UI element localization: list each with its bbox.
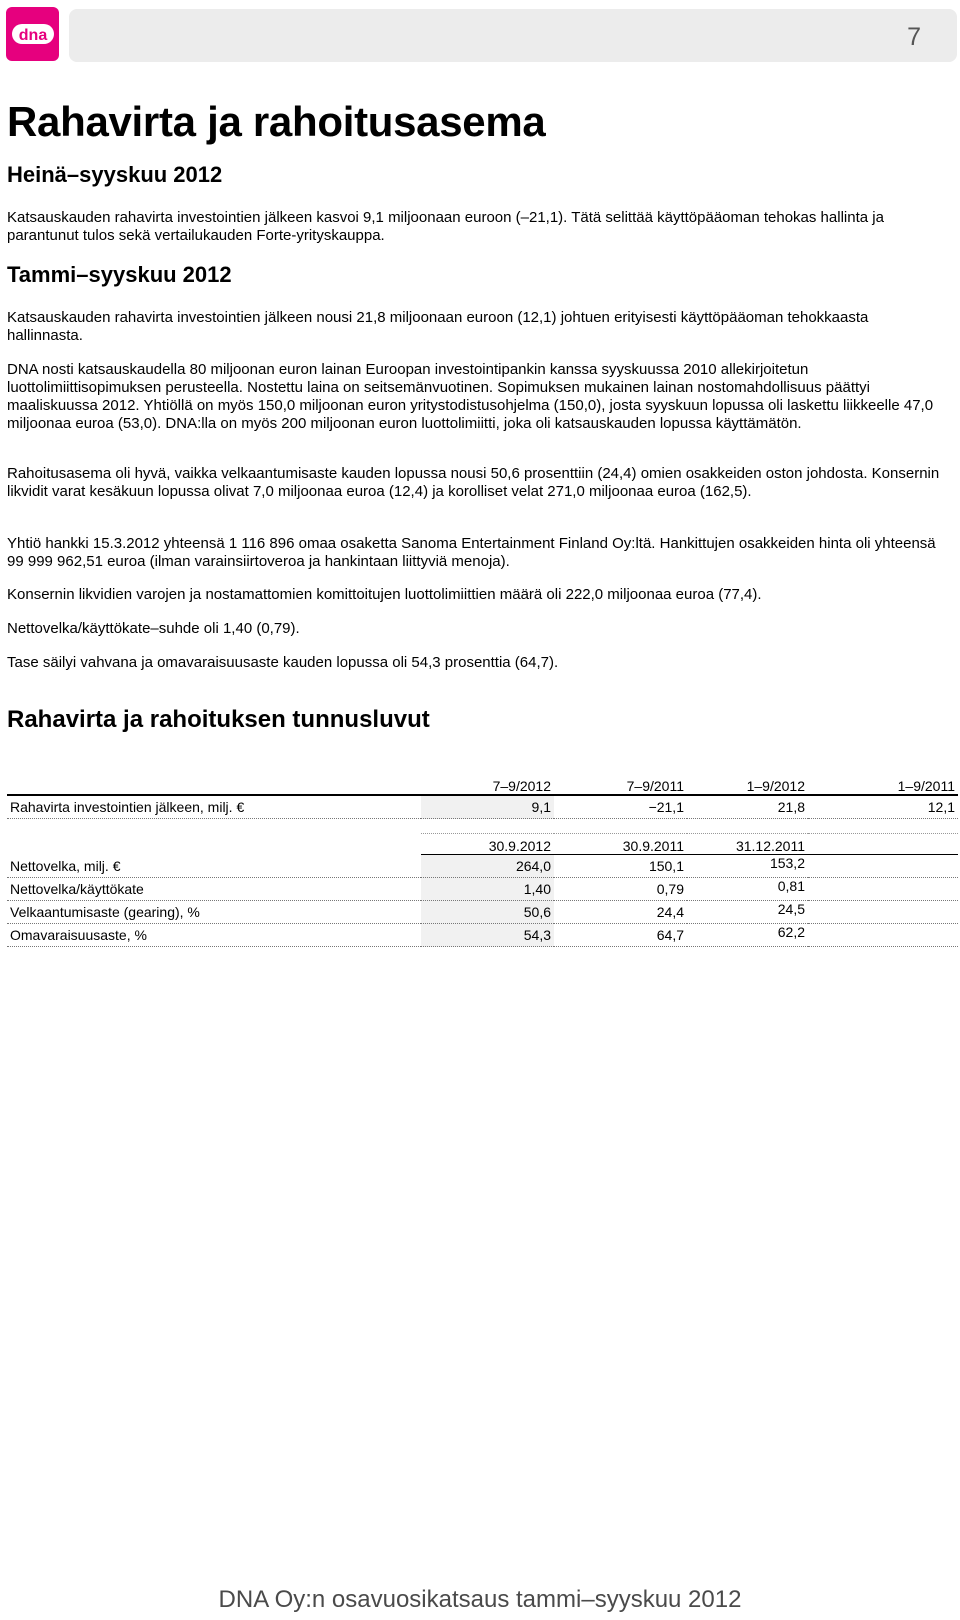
table-cell: 24,5	[687, 901, 808, 924]
row-label: Velkaantumisaste (gearing), %	[7, 901, 421, 924]
table-row	[7, 924, 958, 947]
page-footer: DNA Oy:n osavuosikatsaus tammi–syyskuu 2012	[218, 1586, 742, 1613]
table-cell: 9,1	[421, 795, 554, 819]
section-heading-ytd: Tammi–syyskuu 2012	[7, 262, 232, 287]
table-cell: 54,3	[421, 924, 554, 947]
row-label: Rahavirta investointien jälkeen, milj. €	[7, 795, 421, 819]
paragraph: Katsauskauden rahavirta investointien jälkeen kasvoi 9,1 miljoonaan euroon (–21,1). Tätä selittää käyttöpääoman tehokas hallinta ja parantunut tulos sekä vertailukauden Forte-yrityskauppa.	[7, 209, 884, 244]
table-cell: 21,8	[687, 795, 808, 819]
page-number: 7	[907, 23, 921, 51]
page-header-bar	[69, 9, 957, 62]
paragraph: Tase säilyi vahvana ja omavaraisuusaste kauden lopussa oli 54,3 prosenttia (64,7).	[7, 654, 559, 671]
table-header-row	[7, 834, 958, 855]
paragraph: DNA nosti katsauskaudella 80 miljoonan euron lainan Euroopan investointipankin kanssa syyskuussa 2010 allekirjoitetun luottolimiittisopimuksen perusteella. Nostettu laina on seitsemänvuotinen. Sopimuksen mukainen lainan nostomahdollisuus päättyi maaliskuussa 2012. Yhtiöllä on myös 150,0 miljoonan euron yritystodistusohjelma (150,0), josta syyskuun lopussa oli laskettu liikkeelle 47,0 miljoonaa euroa (53,0). DNA:lla on myös 200 miljoonan euron luottolimiitti, joka oli katsauskauden lopussa käyttämätön.	[7, 361, 934, 432]
column-header: 31.12.2011	[687, 834, 808, 855]
page-title: Rahavirta ja rahoitusasema	[7, 98, 546, 145]
paragraph: Yhtiö hankki 15.3.2012 yhteensä 1 116 896 omaa osaketta Sanoma Entertainment Finland Oy:ltä. Hankittujen osakkeiden hinta oli yhteensä 99 999 962,51 euroa (ilman varainsiirtoveroa ja hankintaan liittyviä menoja).	[7, 535, 936, 570]
column-header: 1–9/2012	[687, 774, 808, 795]
paragraph: Katsauskauden rahavirta investointien jälkeen nousi 21,8 miljoonaan euroon (12,1) johtuen erityisesti käyttöpääoman tehokkaasta hallinnasta.	[7, 309, 869, 344]
paragraph: Rahoitusasema oli hyvä, vaikka velkaantumisaste kauden lopussa nousi 50,6 prosenttiin (24,4) omien osakkeiden oston johdosta. Konsernin likvidit varat kesäkuun lopussa olivat 7,0 miljoonaa euroa (12,4) ja korolliset velat 271,0 miljoonaa euroa (162,5).	[7, 465, 940, 500]
table-cell: −21,1	[554, 795, 687, 819]
paragraph: Konsernin likvidien varojen ja nostamattomien komittoitujen luottolimiittien määrä oli 222,0 miljoonaa euroa (77,4).	[7, 586, 762, 603]
table-cell: 64,7	[554, 924, 687, 947]
table-row	[7, 855, 958, 878]
table-cell: 153,2	[687, 855, 808, 878]
kpi-table	[7, 774, 958, 947]
row-label: Nettovelka/käyttökate	[7, 878, 421, 901]
table-row	[7, 795, 958, 819]
paragraph: Nettovelka/käyttökate–suhde oli 1,40 (0,79).	[7, 620, 300, 637]
table-cell: 150,1	[554, 855, 687, 878]
dna-logo-icon	[11, 21, 55, 47]
dna-logo	[6, 7, 59, 61]
table-cell: 50,6	[421, 901, 554, 924]
column-header: 7–9/2012	[421, 774, 554, 795]
row-label: Omavaraisuusaste, %	[7, 924, 421, 947]
table-row	[7, 878, 958, 901]
table-cell: 0,79	[554, 878, 687, 901]
column-header: 30.9.2012	[421, 834, 554, 855]
table-cell: 62,2	[687, 924, 808, 947]
table-cell: 12,1	[808, 795, 958, 819]
table-cell: 24,4	[554, 901, 687, 924]
svg-text:dna: dna	[18, 27, 47, 44]
row-label: Nettovelka, milj. €	[7, 855, 421, 878]
table-cell: 1,40	[421, 878, 554, 901]
kpi-table-heading: Rahavirta ja rahoituksen tunnusluvut	[7, 706, 430, 733]
table-cell: 264,0	[421, 855, 554, 878]
column-header: 7–9/2011	[554, 774, 687, 795]
column-header: 30.9.2011	[554, 834, 687, 855]
section-heading-q3: Heinä–syyskuu 2012	[7, 162, 223, 187]
table-header-row	[7, 774, 958, 795]
column-header: 1–9/2011	[808, 774, 958, 795]
table-row	[7, 901, 958, 924]
table-cell: 0,81	[687, 878, 808, 901]
